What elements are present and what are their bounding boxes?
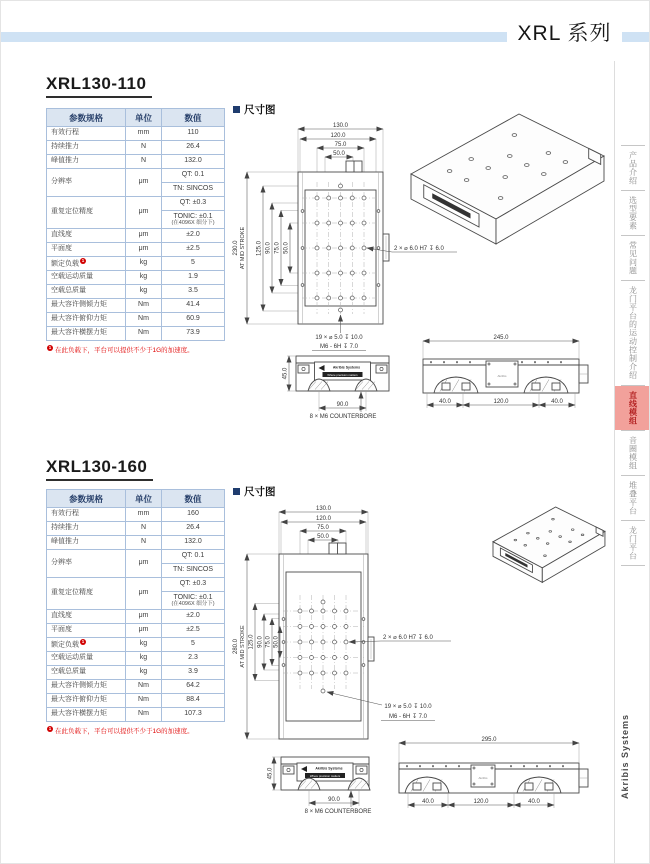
col-header-value: 数值: [162, 109, 225, 127]
table-row: [47, 242, 225, 256]
table-cell: 峰值推力: [47, 155, 126, 169]
col-header-param: 参数规格: [47, 490, 126, 508]
drawing-label: 40.0: [528, 799, 540, 806]
table-row: [47, 707, 225, 721]
table-cell: 3.5: [162, 284, 225, 298]
table-row: [47, 312, 225, 326]
table-cell: ±2.5: [162, 242, 225, 256]
side-view: [399, 737, 588, 808]
table-cell: kg: [126, 637, 162, 651]
table-cell: μm: [126, 578, 162, 610]
table-row: [47, 679, 225, 693]
series-title: XRL 系列: [517, 22, 612, 45]
note-badge: 1: [48, 344, 52, 350]
table-cell: 26.4: [162, 141, 225, 155]
table-cell: 160: [162, 508, 225, 522]
drawing-label: 75.0: [265, 636, 272, 648]
table-row: [47, 578, 225, 592]
drawing-label: 230.0: [233, 240, 239, 256]
plan-view: [233, 123, 457, 350]
table-row: [47, 298, 225, 312]
footnote-text: 在此负载下，平台可以提供不少于1G的加速度。: [55, 346, 194, 354]
table-row: [47, 141, 225, 155]
table-cell: 直线度: [47, 609, 126, 623]
drawing-label: M6 - 6H ↧ 7.0: [388, 714, 428, 720]
drawing-label: 40.0: [422, 799, 434, 806]
drawing-label: 90.0: [328, 797, 340, 804]
drawing-label: M6 - 6H ↧ 7.0: [319, 344, 359, 350]
dimension-drawing-label-text: 尺寸图: [244, 104, 276, 116]
table-row: [47, 637, 225, 651]
drawing-label: 40.0: [439, 399, 451, 406]
sidebar-tab-6[interactable]: [615, 476, 650, 520]
drawing-label: 125.0: [256, 240, 263, 257]
table-cell: 分辨率: [47, 169, 126, 197]
table-cell: 重复定位精度: [47, 578, 126, 610]
table-cell: 平面度: [47, 242, 126, 256]
sidebar-tab-label: 直线模组: [628, 390, 638, 425]
drawing-label: 19 × ⌀ 5.0 ↧ 10.0: [315, 335, 363, 341]
sidebar-tab-0[interactable]: [615, 146, 650, 190]
table-row: [47, 550, 225, 564]
table-cell: 直线度: [47, 228, 126, 242]
drawing-label: 90.0: [336, 402, 349, 409]
table-cell: 最大容许俯仰力矩: [47, 312, 126, 326]
drawing-label: 50.0: [317, 534, 329, 541]
table-cell: 88.4: [162, 693, 225, 707]
sidebar-tab-label: 音圈模组: [628, 435, 638, 470]
isometric-view: [493, 507, 605, 582]
table-cell: N: [126, 141, 162, 155]
table-row: [47, 609, 225, 623]
footnote: [46, 345, 224, 354]
model-title: XRL130-160: [46, 457, 153, 481]
table-row: [47, 256, 225, 270]
drawing-label: 120.0: [330, 133, 346, 140]
drawing-label: Where precision matters: [309, 773, 341, 778]
model-title: XRL130-110: [46, 74, 152, 98]
drawing-label: Akribis: [497, 374, 507, 378]
table-row: [47, 127, 225, 141]
drawing-label: AT MID STROKE: [240, 625, 246, 668]
drawing-label: Akribis Systems: [315, 766, 343, 771]
drawing-label: AT MID STROKE: [240, 226, 246, 270]
table-cell: 有效行程: [47, 127, 126, 141]
table-cell: Nm: [126, 707, 162, 721]
drawing-label: 75.0: [274, 242, 281, 254]
drawing-label: 130.0: [332, 123, 349, 130]
spec-table: [46, 108, 225, 341]
drawing-label: 2 × ⌀ 6.0 H7 ↧ 6.0: [394, 246, 444, 252]
table-cell: 平面度: [47, 623, 126, 637]
drawing-label: 50.0: [333, 151, 345, 158]
drawing-label: 19 × ⌀ 5.0 ↧ 10.0: [384, 704, 432, 710]
table-cell: μm: [126, 197, 162, 229]
table-cell: 持续推力: [47, 522, 126, 536]
table-cell: Nm: [126, 693, 162, 707]
table-header-row: [47, 109, 225, 127]
drawing-label: 295.0: [481, 737, 497, 744]
table-cell: ±2.5: [162, 623, 225, 637]
table-header-row: [47, 490, 225, 508]
table-cell: 132.0: [162, 155, 225, 169]
header-band-right: [622, 32, 650, 42]
table-row: [47, 522, 225, 536]
drawing-label: Where precision matters: [327, 372, 358, 377]
sidebar-tab-4[interactable]: [615, 386, 650, 430]
table-row: [47, 508, 225, 522]
drawing-label: 75.0: [317, 525, 329, 532]
table-cell: 1.9: [162, 270, 225, 284]
sidebar-tab-label: 常见问题: [628, 241, 638, 275]
sidebar-tab-label: 选型要素: [628, 196, 638, 230]
col-header-param: 参数规格: [47, 109, 126, 127]
table-cell: 3.9: [162, 665, 225, 679]
front-view: [268, 757, 372, 815]
note-badge: 1: [48, 725, 52, 731]
table-cell: N: [126, 522, 162, 536]
footnote-text: 在此负载下，平台可以提供不少于1G的加速度。: [55, 727, 194, 735]
table-cell: 额定负载 1: [47, 256, 126, 270]
table-cell: ±2.0: [162, 228, 225, 242]
section-xrl130-160: [1, 456, 650, 856]
drawing-label: Akribis Systems: [332, 365, 361, 370]
sidebar-tab-label: 龙门平台的运动控制介绍: [628, 286, 638, 380]
dimension-drawing: [231, 481, 613, 846]
table-cell: μm: [126, 242, 162, 256]
vertical-brand-text: Akribis Systems: [620, 714, 630, 800]
table-cell: 有效行程: [47, 508, 126, 522]
table-cell: 分辨率: [47, 550, 126, 578]
table-cell: μm: [126, 550, 162, 578]
table-cell: 额定负载 1: [47, 637, 126, 651]
note-badge: 1: [81, 639, 85, 645]
sidebar-tab-7[interactable]: [615, 521, 650, 565]
front-view: [283, 356, 390, 420]
section-xrl130-110: [1, 71, 650, 456]
drawing-label: 2 × ⌀ 6.0 H7 ↧ 6.0: [383, 635, 433, 641]
table-cell: 64.2: [162, 679, 225, 693]
spec-table: [46, 489, 225, 722]
footnote: [46, 726, 224, 735]
table-cell: mm: [126, 127, 162, 141]
table-row: [47, 197, 225, 211]
table-cell: 41.4: [162, 298, 225, 312]
table-cell: mm: [126, 508, 162, 522]
drawing-label: 8 × M6 COUNTERBORE: [304, 809, 372, 815]
table-row: [47, 693, 225, 707]
table-cell: Nm: [126, 298, 162, 312]
drawing-label: 120.0: [493, 399, 509, 406]
table-cell: 最大容许横摆力矩: [47, 326, 126, 340]
sidebar-tab-2[interactable]: [615, 236, 650, 280]
drawing-label: 125.0: [248, 634, 255, 650]
table-row: [47, 155, 225, 169]
table-cell: 73.9: [162, 326, 225, 340]
sidebar-tab-3[interactable]: [615, 281, 650, 385]
table-cell: μm: [126, 228, 162, 242]
table-row: [47, 326, 225, 340]
table-cell: 最大容许侧倾力矩: [47, 679, 126, 693]
table-row: [47, 284, 225, 298]
table-cell: TONIC: ±0.1 (在4096X 细分下): [162, 211, 225, 229]
dimension-drawing: [231, 96, 613, 446]
table-cell: QT: ±0.3: [162, 197, 225, 211]
dimension-drawing-label-text: 尺寸图: [244, 486, 276, 498]
sidebar-tab-5[interactable]: [615, 431, 650, 475]
sidebar-tab-label: 龙门平台: [628, 525, 638, 560]
drawing-label: 120.0: [315, 516, 332, 523]
drawing-label: 75.0: [334, 142, 347, 149]
table-cell: Nm: [126, 326, 162, 340]
table-cell: 107.3: [162, 707, 225, 721]
table-cell: kg: [126, 270, 162, 284]
table-cell: 峰值推力: [47, 536, 126, 550]
table-cell: N: [126, 536, 162, 550]
col-header-unit: 单位: [126, 490, 162, 508]
table-cell: 最大容许俯仰力矩: [47, 693, 126, 707]
table-cell: TN: SINCOS: [162, 183, 225, 197]
drawing-label: 45.0: [267, 767, 274, 780]
table-cell: kg: [126, 665, 162, 679]
drawing-label: 90.0: [257, 636, 264, 648]
drawing-label: 90.0: [265, 242, 272, 254]
table-cell: ±2.0: [162, 609, 225, 623]
table-cell: QT: 0.1: [162, 169, 225, 183]
table-cell: 110: [162, 127, 225, 141]
table-row: [47, 270, 225, 284]
table-row: [47, 651, 225, 665]
table-cell: QT: ±0.3: [162, 578, 225, 592]
spec-table-wrap: [46, 108, 224, 354]
table-cell-subnote: (在4096X 细分下): [171, 219, 215, 226]
drawing-label: 120.0: [473, 799, 489, 806]
table-cell: 5: [162, 637, 225, 651]
drawing-label: 8 × M6 COUNTERBORE: [309, 414, 377, 420]
table-cell-subnote: (在4096X 细分下): [171, 600, 215, 607]
table-cell: 最大容许侧倾力矩: [47, 298, 126, 312]
table-cell: QT: 0.1: [162, 550, 225, 564]
table-cell: TONIC: ±0.1 (在4096X 细分下): [162, 592, 225, 610]
table-cell: 最大容许横摆力矩: [47, 707, 126, 721]
table-cell: 5: [162, 256, 225, 270]
vertical-brand: [613, 701, 637, 813]
drawing-label: 50.0: [283, 242, 290, 254]
table-row: [47, 228, 225, 242]
drawing-label: 280.0: [233, 638, 239, 655]
spec-table-wrap: [46, 489, 224, 735]
plan-view: [233, 506, 451, 739]
table-cell: 2.3: [162, 651, 225, 665]
tab-separator: [621, 565, 645, 566]
drawing-label: 45.0: [282, 367, 289, 380]
isometric-view: [411, 114, 604, 244]
table-cell: TN: SINCOS: [162, 564, 225, 578]
table-cell: 空载运动质量: [47, 270, 126, 284]
table-cell: 60.9: [162, 312, 225, 326]
table-cell: 空载运动质量: [47, 651, 126, 665]
drawing-label: 40.0: [551, 399, 563, 406]
table-cell: μm: [126, 609, 162, 623]
drawing-label: 130.0: [315, 506, 332, 513]
table-row: [47, 623, 225, 637]
drawing-label: 245.0: [493, 335, 509, 342]
table-cell: 持续推力: [47, 141, 126, 155]
table-cell: kg: [126, 651, 162, 665]
table-cell: μm: [126, 169, 162, 197]
drawing-label: 50.0: [273, 636, 280, 648]
table-cell: Nm: [126, 312, 162, 326]
table-cell: 132.0: [162, 536, 225, 550]
col-header-value: 数值: [162, 490, 225, 508]
table-cell: μm: [126, 623, 162, 637]
drawing-label: Akribis: [478, 776, 488, 780]
sidebar-tab-label: 产品介绍: [628, 151, 638, 185]
table-cell: 空载总质量: [47, 284, 126, 298]
table-cell: 空载总质量: [47, 665, 126, 679]
sidebar-tab-label: 堆叠平台: [628, 480, 638, 515]
sidebar-tab-1[interactable]: [615, 191, 650, 235]
table-cell: 重复定位精度: [47, 197, 126, 229]
table-cell: 26.4: [162, 522, 225, 536]
table-row: [47, 169, 225, 183]
table-cell: kg: [126, 256, 162, 270]
table-cell: Nm: [126, 679, 162, 693]
table-row: [47, 536, 225, 550]
table-row: [47, 665, 225, 679]
table-cell: kg: [126, 284, 162, 298]
note-badge: 1: [81, 258, 85, 264]
side-view: [423, 335, 588, 408]
col-header-unit: 单位: [126, 109, 162, 127]
table-cell: N: [126, 155, 162, 169]
header-band-left: [1, 32, 507, 42]
